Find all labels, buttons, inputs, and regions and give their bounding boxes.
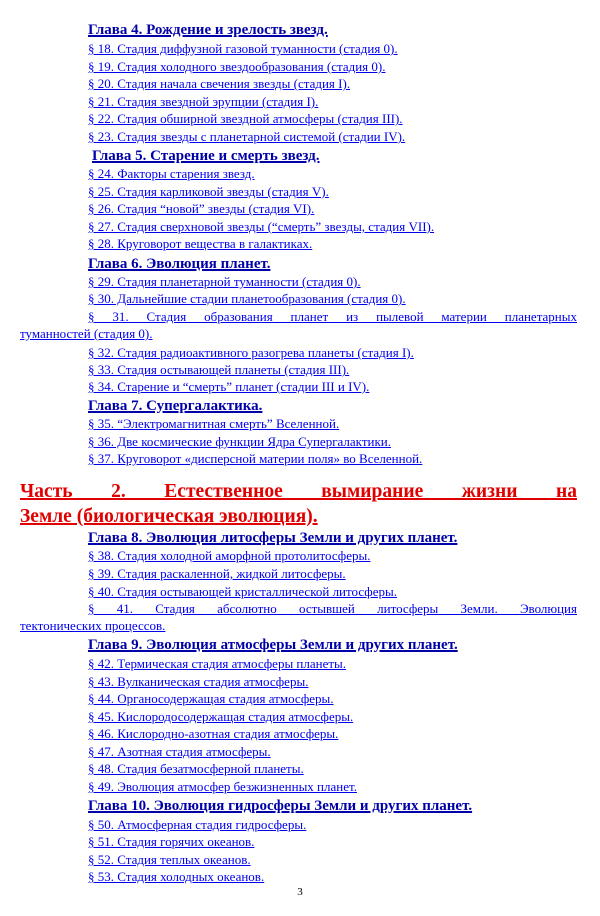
chapter-heading[interactable]: Глава 9. Эволюция атмосферы Земли и других планет. [88, 637, 458, 653]
toc-link[interactable]: § 19. Стадия холодного звездообразования (стадия 0). [88, 59, 386, 74]
chapter-heading[interactable]: Глава 7. Супергалактика. [88, 398, 263, 414]
part-heading-line-2[interactable]: Земле (биологическая эволюция). [20, 506, 318, 527]
toc-link[interactable]: § 18. Стадия диффузной газовой туманности (стадия 0). [88, 41, 398, 56]
toc-link[interactable]: § 22. Стадия обширной звездной атмосферы (стадия III). [88, 111, 403, 126]
toc-link[interactable]: § 46. Кислородно-азотная стадия атмосферы. [88, 726, 339, 741]
toc-link[interactable]: § 34. Старение и “смерть” планет (стадии III и IV). [88, 379, 370, 394]
chapter-heading[interactable]: Глава 6. Эволюция планет. [88, 256, 271, 272]
toc-link[interactable]: § 45. Кислородосодержащая стадия атмосферы. [88, 709, 354, 724]
toc-link[interactable]: § 33. Стадия остывающей планеты (стадия III). [88, 362, 350, 377]
toc-link[interactable]: § 35. “Электромагнитная смерть” Вселенной. [88, 416, 340, 431]
toc-link[interactable]: § 36. Две космические функции Ядра Супергалактики. [88, 434, 391, 449]
toc-link[interactable]: § 48. Стадия безатмосферной планеты. [88, 761, 304, 776]
toc-link[interactable]: § 53. Стадия холодных океанов. [88, 869, 265, 884]
toc-link[interactable]: § 21. Стадия звездной эрупции (стадия I). [88, 94, 319, 109]
toc-link[interactable]: § 29. Стадия планетарной туманности (стадия 0). [88, 274, 361, 289]
toc-link[interactable]: § 37. Круговорот «дисперсной материи поля» во Вселенной. [88, 451, 423, 466]
toc-link[interactable]: § 42. Термическая стадия атмосферы планеты. [88, 656, 347, 671]
toc-link[interactable]: § 32. Стадия радиоактивного разогрева планеты (стадия I). [88, 345, 414, 360]
toc-link-continuation[interactable]: тектонических процессов. [20, 618, 166, 633]
toc-link[interactable]: § 28. Круговорот вещества в галактиках. [88, 236, 313, 251]
toc-link-continuation[interactable]: туманностей (стадия 0). [20, 326, 153, 341]
page-number: 3 [297, 886, 303, 898]
toc-link[interactable]: § 50. Атмосферная стадия гидросферы. [88, 817, 307, 832]
toc-link[interactable]: § 30. Дальнейшие стадии планетообразования (стадия 0). [88, 291, 406, 306]
toc-link[interactable]: § 41. Стадия абсолютно остывшей литосферы Земли. Эволюция [88, 601, 577, 616]
toc-link[interactable]: § 47. Азотная стадия атмосферы. [88, 744, 271, 759]
toc-link[interactable]: § 25. Стадия карликовой звезды (стадия V). [88, 184, 329, 199]
toc-link[interactable]: § 38. Стадия холодной аморфной протолитосферы. [88, 548, 371, 563]
toc-link[interactable]: § 39. Стадия раскаленной, жидкой литосферы. [88, 566, 346, 581]
toc-link[interactable]: § 43. Вулканическая стадия атмосферы. [88, 674, 309, 689]
toc-link[interactable]: § 23. Стадия звезды с планетарной системой (стадии IV). [88, 129, 406, 144]
chapter-heading[interactable]: Глава 8. Эволюция литосферы Земли и других планет. [88, 530, 458, 546]
chapter-heading[interactable]: Глава 5. Старение и смерть звезд. [92, 148, 320, 164]
toc-link[interactable]: § 31. Стадия образования планет из пылевой материи планетарных [88, 309, 577, 324]
toc-link[interactable]: § 26. Стадия “новой” звезды (стадия VI). [88, 201, 315, 216]
toc-link[interactable]: § 51. Стадия горячих океанов. [88, 834, 255, 849]
toc-link[interactable]: § 24. Факторы старения звезд. [88, 166, 255, 181]
toc-link[interactable]: § 40. Стадия остывающей кристаллической литосферы. [88, 584, 397, 599]
chapter-heading[interactable]: Глава 10. Эволюция гидросферы Земли и других планет. [88, 798, 473, 814]
chapter-heading[interactable]: Глава 4. Рождение и зрелость звезд. [88, 22, 328, 38]
toc-link[interactable]: § 49. Эволюция атмосфер безжизненных планет. [88, 779, 357, 794]
toc-link[interactable]: § 44. Органосодержащая стадия атмосферы. [88, 691, 334, 706]
toc-link[interactable]: § 52. Стадия теплых океанов. [88, 852, 251, 867]
part-heading-line-1[interactable]: Часть 2. Естественное вымирание жизни на [20, 481, 577, 502]
toc-link[interactable]: § 27. Стадия сверхновой звезды (“смерть” звезды, стадия VII). [88, 219, 435, 234]
toc-link[interactable]: § 20. Стадия начала свечения звезды (стадия I). [88, 76, 351, 91]
